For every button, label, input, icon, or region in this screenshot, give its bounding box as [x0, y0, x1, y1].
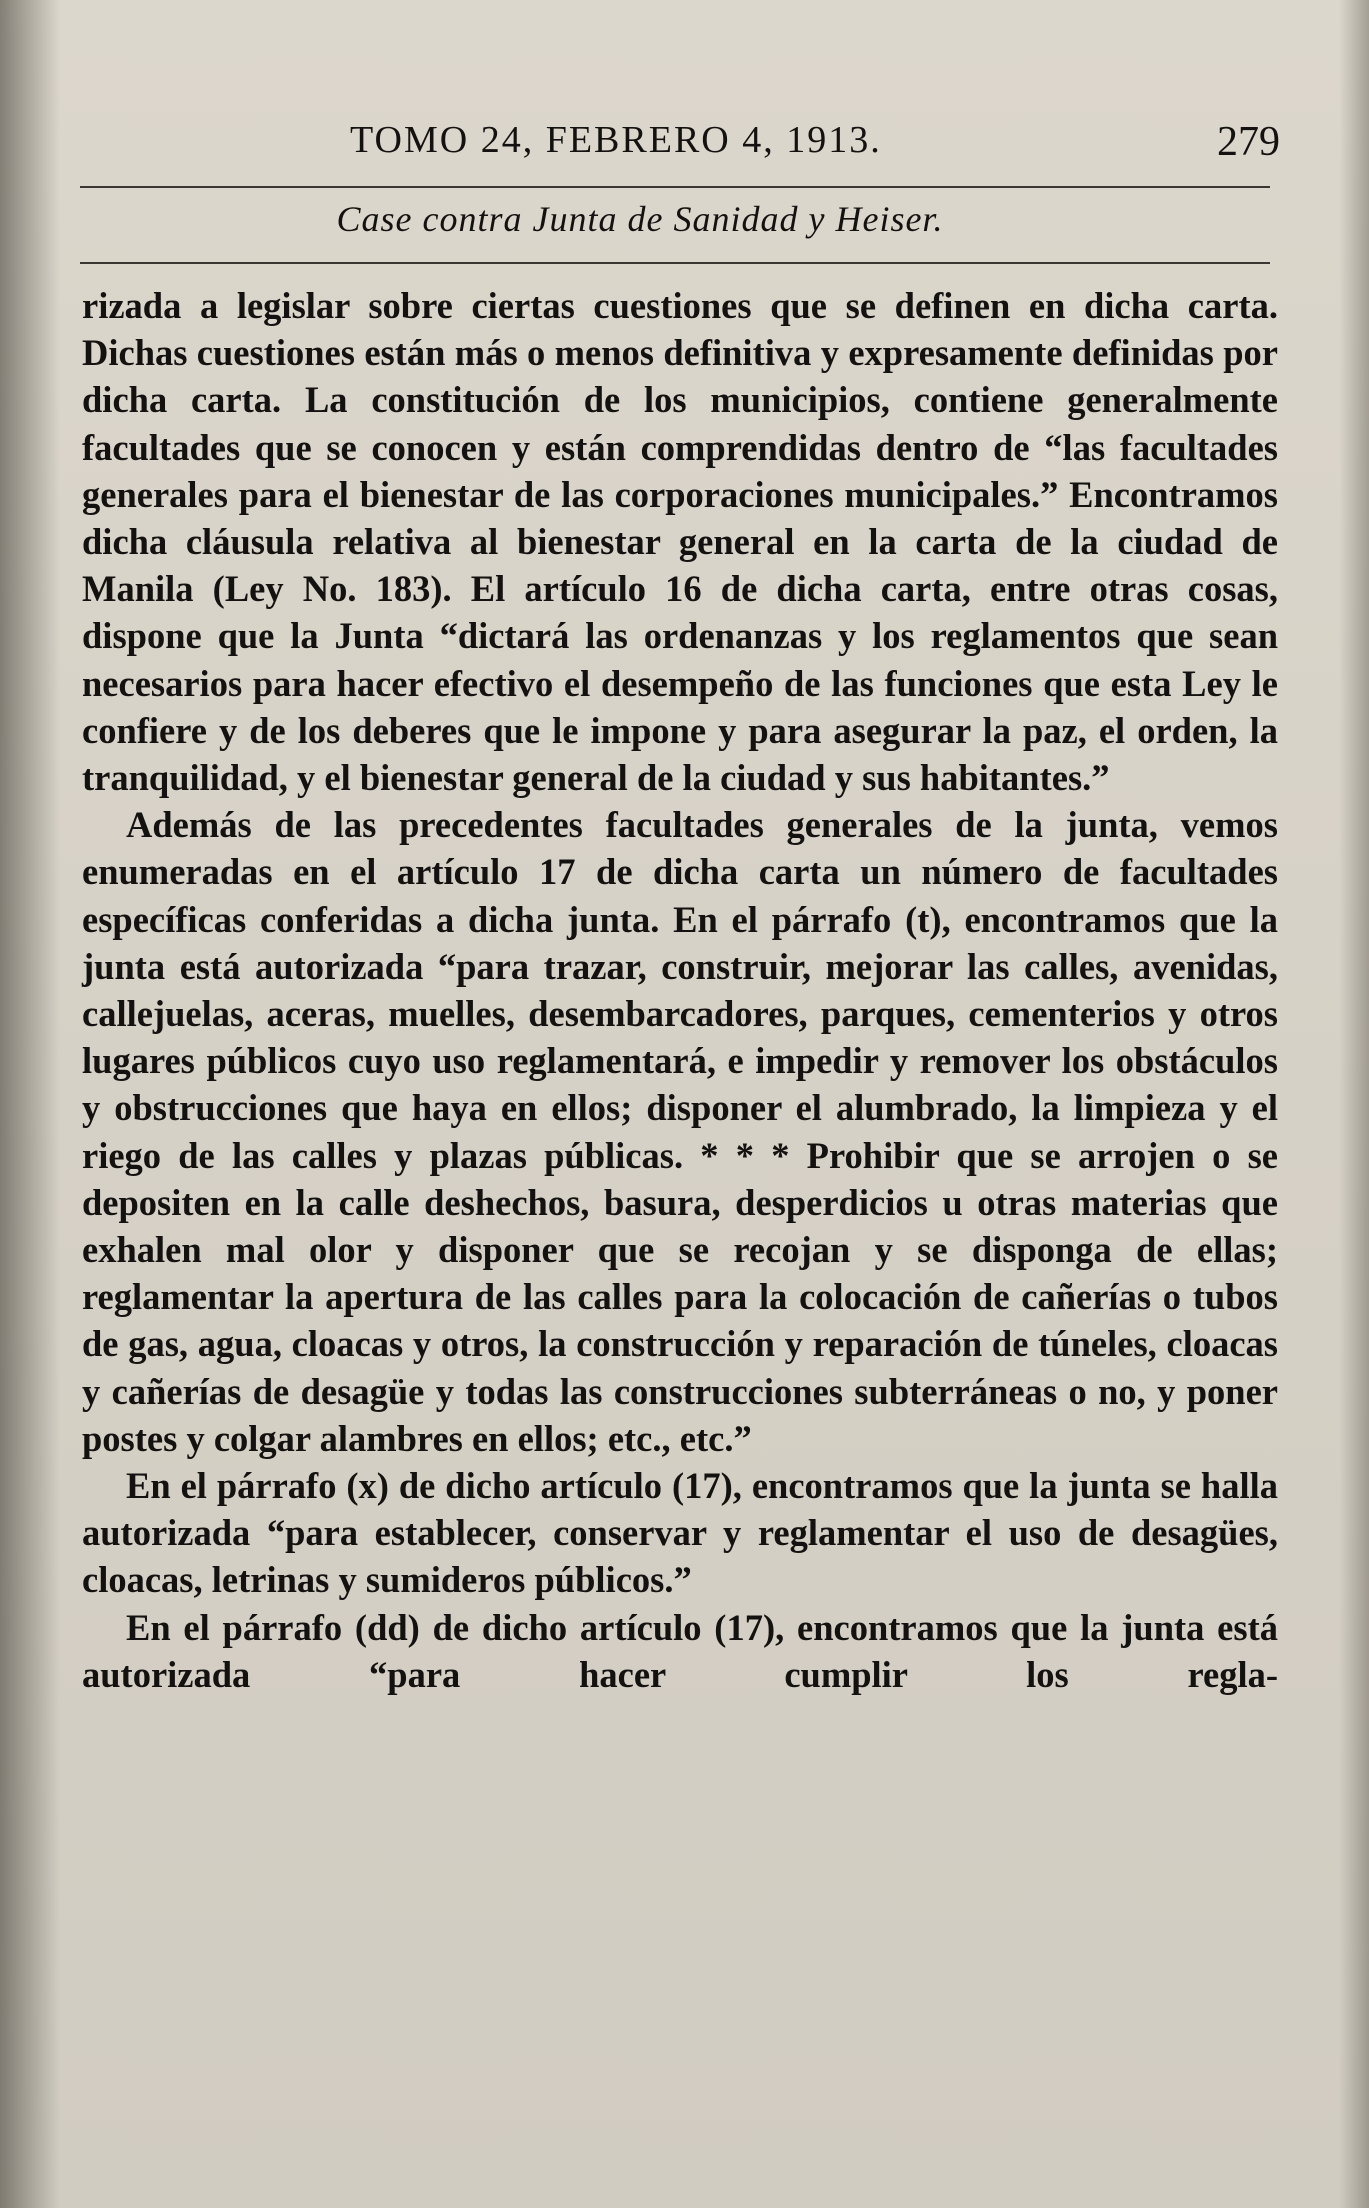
paragraph-4: En el párrafo (dd) de dicho artículo (17), encontramos que la junta está autorizada “para hacer cumplir los regla- [82, 1606, 1278, 1695]
running-head [80, 118, 1280, 178]
page-number: 279 [1217, 119, 1280, 165]
body-text [82, 282, 1278, 1698]
paragraph-1: rizada a legislar sobre ciertas cuestiones que se definen en dicha carta. Dichas cuestiones están más o menos definitiva y expresamente definidas por dicha carta. La constitución de los municipios, contiene generalmente facultades que se conocen y están comprendidas dentro de “las facultades generales para el bienestar de las corporaciones municipales.” Encontramos dicha cláusula relativa al bienestar general en la carta de la ciudad de Manila (Ley No. 183). El artículo 16 de dicha carta, entre otras cosas, dispone que la Junta “dictará las ordenanzas y los reglamentos que sean necesarios para hacer efectivo el desempeño de las funciones que esta Ley le confiere y de los deberes que le impone y para asegurar la paz, el orden, la tranquilidad, y el bienestar general de la ciudad y sus habitantes.” [82, 285, 1278, 799]
header-rule-bottom [80, 262, 1270, 264]
paragraph-3: En el párrafo (x) de dicho artículo (17), encontramos que la junta se halla autorizada “para establecer, conservar y reglamentar el uso de desagües, cloacas, letrinas y sumideros públicos.” [82, 1465, 1278, 1601]
running-title: TOMO 24, FEBRERO 4, 1913. [350, 119, 882, 161]
paragraph-2: Además de las precedentes facultades generales de la junta, vemos enumeradas en el artículo 17 de dicha carta un número de facultades específicas conferidas a dicha junta. En el párrafo (t), encontramos que la junta está autorizada “para trazar, construir, mejorar las calles, avenidas, callejuelas, aceras, muelles, desembarcadores, parques, cementerios y otros lugares públicos cuyo uso reglamentará, e impedir y remover los obstáculos y obstrucciones que haya en ellos; disponer el alumbrado, la limpieza y el riego de las calles y plazas públicas. * * * Prohibir que se arrojen o se depositen en la calle deshechos, basura, desperdicios u otras materias que exhalen mal olor y disponer que se recojan y se disponga de ellas; reglamentar la apertura de las calles para la colocación de cañerías o tubos de gas, agua, cloacas y otros, la construcción y reparación de túneles, cloacas y cañerías de desagüe y todas las construcciones subterráneas o no, y poner postes y colgar alambres en ellos; etc., etc.” [82, 804, 1278, 1459]
case-title: Case contra Junta de Sanidad y Heiser. [336, 199, 944, 239]
header-rule-top [80, 186, 1270, 188]
